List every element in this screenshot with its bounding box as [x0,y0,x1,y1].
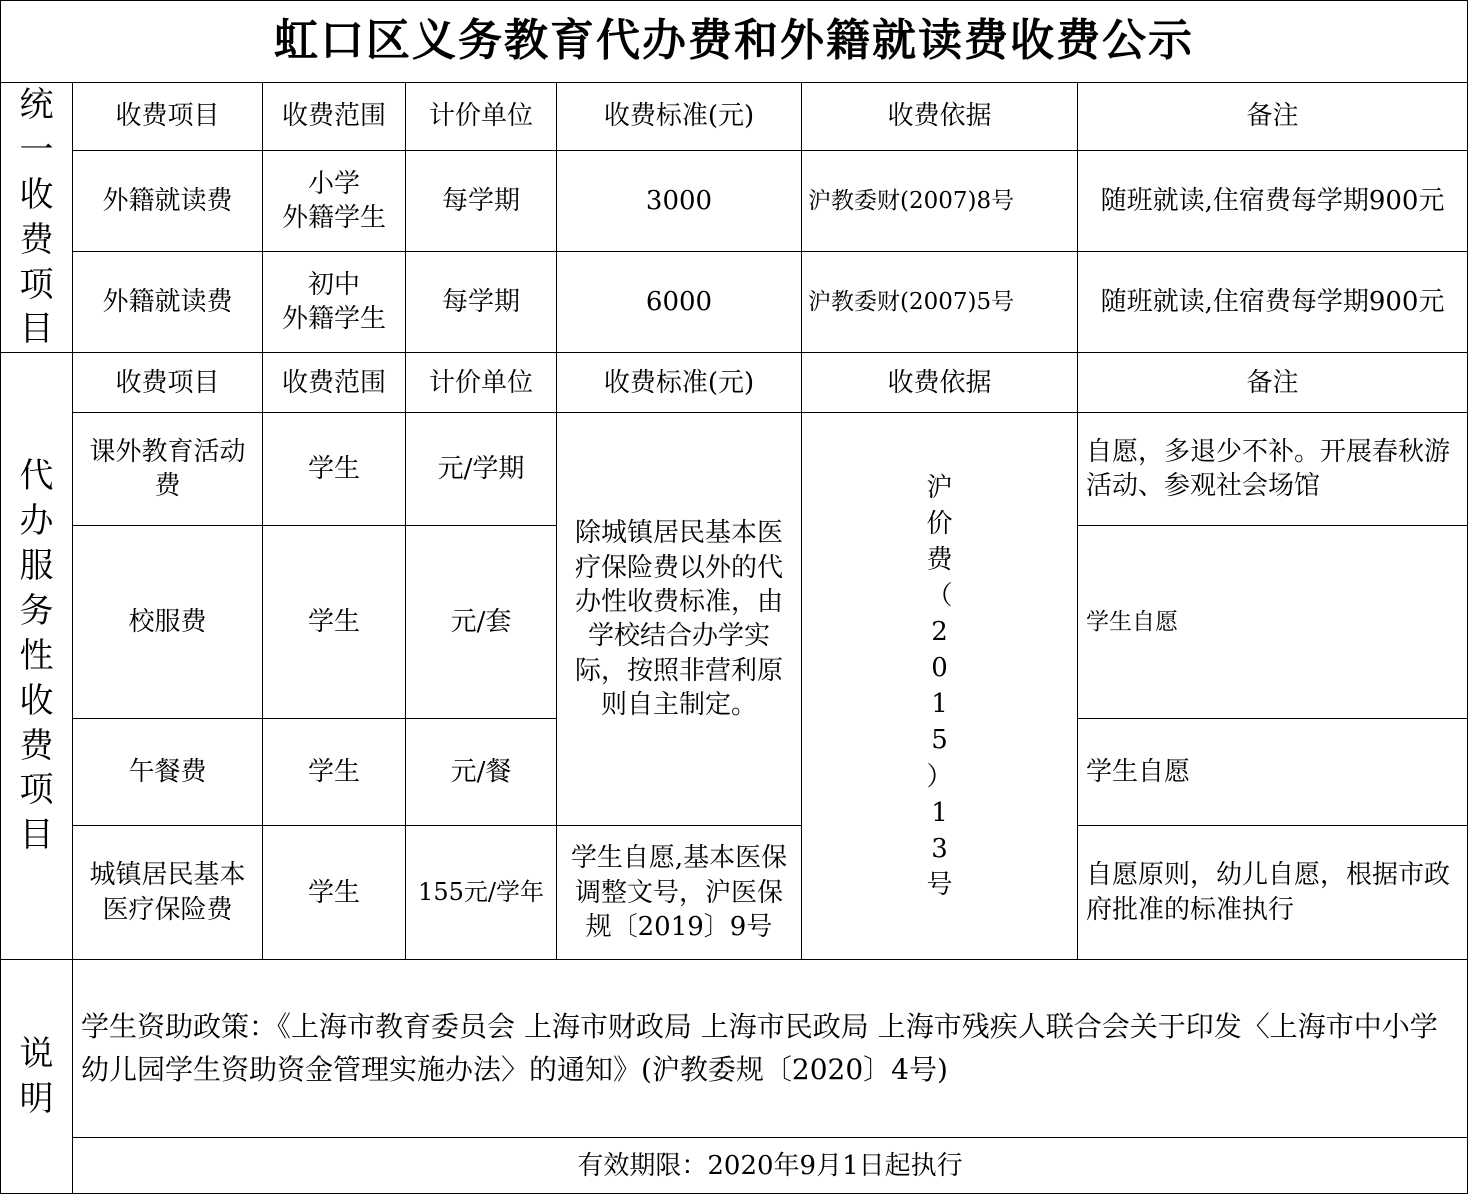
unified-section-label [1,83,73,353]
header-standard: 收费标准(元) [557,353,802,413]
unified-label-char: 费 [19,219,54,260]
agency-label-char: 务 [19,590,54,631]
basis-char: ） [926,761,953,792]
agency-label-char: 性 [19,635,54,676]
agency-section-label [1,353,73,960]
unified-label-char: 目 [19,309,54,350]
fee-scope-line: 小学 [307,168,360,199]
fee-standard: 学生自愿,基本医保调整文号，沪医保规〔2019〕9号 [557,826,802,960]
basis-char: 3 [931,833,948,864]
agency-label-char: 办 [19,501,54,542]
header-item: 收费项目 [73,353,263,413]
fee-note: 自愿原则，幼儿自愿，根据市政府批准的标准执行 [1078,826,1468,960]
table-row [1,151,1468,252]
basis-char: 号 [926,869,953,900]
fee-unit: 元/学期 [406,413,557,526]
header-unit: 计价单位 [406,353,557,413]
agency-label-char: 项 [19,770,54,811]
fee-unit: 每学期 [406,252,557,353]
fee-standard: 6000 [557,252,802,353]
table-row [1,413,1468,526]
basis-char: 沪 [926,472,953,503]
fee-scope [263,151,406,252]
agency-label-char: 代 [19,456,54,497]
validity-period: 有效期限：2020年9月1日起执行 [73,1138,1468,1194]
agency-label-char: 服 [19,546,54,587]
fee-standard: 3000 [557,151,802,252]
fee-scope-line: 初中 [307,269,360,300]
unified-label-char: 项 [19,264,54,305]
page-title: 虹口区义务教育代办费和外籍就读费收费公示 [1,1,1468,83]
fee-unit: 元/套 [406,526,557,719]
shared-standard: 除城镇居民基本医疗保险费以外的代办性收费标准，由学校结合办学实际，按照非营利原则自主制定。 [557,413,802,826]
fee-scope [263,252,406,353]
basis-char: 价 [926,508,953,539]
fee-unit: 每学期 [406,151,557,252]
explanation-label [1,960,73,1194]
fee-scope: 学生 [263,719,406,826]
shared-basis [802,413,1078,960]
basis-char: 5 [931,725,948,756]
header-scope: 收费范围 [263,353,406,413]
fee-note: 学生自愿 [1078,526,1468,719]
header-item: 收费项目 [73,83,263,151]
header-basis: 收费依据 [802,353,1078,413]
table-row [1,826,1468,960]
fee-unit: 155元/学年 [406,826,557,960]
header-scope: 收费范围 [263,83,406,151]
fee-note: 随班就读,住宿费每学期900元 [1078,252,1468,353]
fee-basis: 沪教委财(2007)8号 [802,151,1078,252]
header-unit: 计价单位 [406,83,557,151]
unified-label-char: 统 [19,85,54,125]
basis-char: 1 [931,797,948,828]
agency-label-char: 目 [19,815,54,856]
fee-note: 随班就读,住宿费每学期900元 [1078,151,1468,252]
fee-unit: 元/餐 [406,719,557,826]
basis-char: （ [926,580,953,611]
fee-item: 外籍就读费 [73,151,263,252]
basis-char: 费 [926,544,953,575]
fee-item: 课外教育活动费 [73,413,263,526]
header-basis: 收费依据 [802,83,1078,151]
fee-item: 外籍就读费 [73,252,263,353]
fee-item: 校服费 [73,526,263,719]
fee-scope: 学生 [263,413,406,526]
unified-label-char: 收 [19,174,54,215]
unified-label-char: 一 [19,129,54,170]
explanation-label-char: 明 [19,1078,54,1119]
fee-note: 自愿，多退少不补。开展春秋游活动、参观社会场馆 [1078,413,1468,526]
agency-label-char: 收 [19,680,54,721]
table-row [1,252,1468,353]
fee-scope-line: 外籍学生 [281,203,386,234]
basis-char: 0 [931,653,948,684]
header-standard: 收费标准(元) [557,83,802,151]
basis-char: 1 [931,689,948,720]
explanation-label-char: 说 [19,1033,54,1074]
header-note: 备注 [1078,83,1468,151]
basis-char: 2 [931,617,948,647]
fee-item: 午餐费 [73,719,263,826]
fee-note: 学生自愿 [1078,719,1468,826]
fee-item: 城镇居民基本医疗保险费 [73,826,263,960]
agency-label-char: 费 [19,725,54,766]
fee-scope-line: 外籍学生 [281,304,386,335]
fee-scope: 学生 [263,826,406,960]
student-aid-policy: 学生资助政策：《上海市教育委员会 上海市财政局 上海市民政局 上海市残疾人联合会关于印发〈上海市中小学幼儿园学生资助资金管理实施办法〉的通知》(沪教委规〔2020〕4号) [73,960,1468,1138]
fee-scope: 学生 [263,526,406,719]
header-note: 备注 [1078,353,1468,413]
fee-basis: 沪教委财(2007)5号 [802,252,1078,353]
